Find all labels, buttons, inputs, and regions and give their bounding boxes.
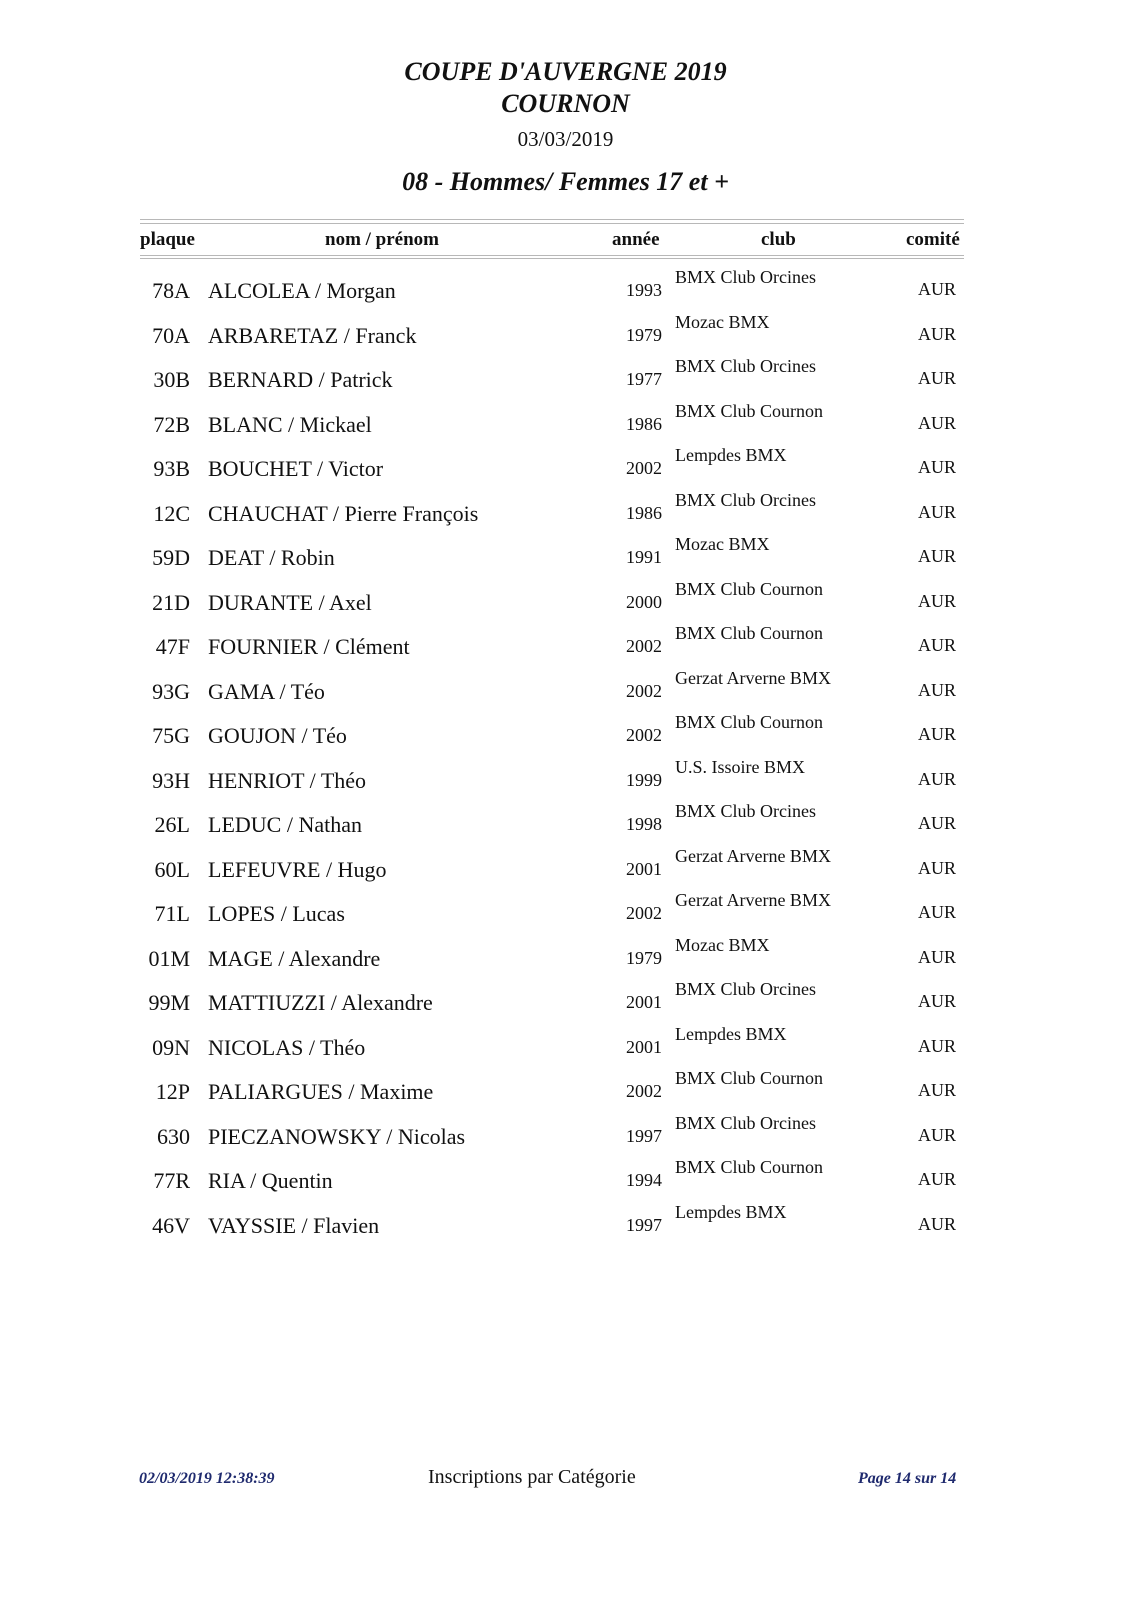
name-cell: NICOLAS / Théo xyxy=(208,1034,366,1060)
club-cell: Lempdes BMX xyxy=(675,445,787,465)
club-cell: BMX Club Orcines xyxy=(675,489,816,510)
year-cell: 1999 xyxy=(626,769,662,790)
comite-cell: AUR xyxy=(917,1124,956,1145)
header-rule-top-inner xyxy=(140,223,964,224)
club-cell: U.S. Issoire BMX xyxy=(675,756,806,777)
comite-cell: AUR xyxy=(917,1213,956,1234)
year-cell: 1991 xyxy=(626,547,662,567)
comite-cell: AUR xyxy=(917,1080,956,1100)
comite-cell: AUR xyxy=(917,546,956,566)
name-cell: GAMA / Téo xyxy=(208,678,325,704)
event-date: 03/03/2019 xyxy=(517,127,614,151)
club-cell: BMX Club Orcines xyxy=(675,1112,816,1133)
plaque-cell: 30B xyxy=(153,367,190,392)
category-title: 08 - Hommes/ Femmes 17 et + xyxy=(402,167,729,196)
table-row xyxy=(0,756,1131,805)
header-rule-bottom-inner xyxy=(140,258,964,259)
name-cell: MAGE / Alexandre xyxy=(208,945,381,971)
year-cell: 1998 xyxy=(626,814,662,834)
name-cell: HENRIOT / Théo xyxy=(208,767,367,793)
name-cell: DURANTE / Axel xyxy=(208,589,372,615)
header-rule-bottom xyxy=(140,255,964,256)
club-cell: BMX Club Orcines xyxy=(675,979,816,999)
plaque-cell: 01M xyxy=(148,945,190,971)
comite-cell: AUR xyxy=(917,991,956,1011)
column-header-comite: comité xyxy=(906,229,960,250)
plaque-cell: 71L xyxy=(154,901,190,926)
name-cell: CHAUCHAT / Pierre François xyxy=(208,500,479,526)
plaque-cell: 630 xyxy=(157,1123,190,1149)
comite-cell: AUR xyxy=(917,457,956,477)
club-cell: BMX Club Cournon xyxy=(675,578,824,599)
year-cell: 1986 xyxy=(626,502,662,523)
footer-page-number: Page 14 sur 14 xyxy=(858,1470,957,1487)
club-cell: Gerzat Arverne BMX xyxy=(675,845,831,866)
table-row xyxy=(0,890,1131,938)
name-cell: BERNARD / Patrick xyxy=(208,367,393,392)
name-cell: ALCOLEA / Morgan xyxy=(208,278,396,303)
club-cell: Mozac BMX xyxy=(675,934,770,955)
year-cell: 1986 xyxy=(626,413,662,434)
table-row xyxy=(0,400,1131,449)
club-cell: BMX Club Orcines xyxy=(675,267,816,287)
plaque-cell: 72B xyxy=(153,411,190,437)
comite-cell: AUR xyxy=(917,813,956,833)
comite-cell: AUR xyxy=(917,323,956,344)
footer-timestamp: 02/03/2019 12:38:39 xyxy=(139,1470,275,1487)
table-row xyxy=(0,1201,1131,1250)
club-cell: Gerzat Arverne BMX xyxy=(675,667,831,688)
comite-cell: AUR xyxy=(917,679,956,700)
plaque-cell: 21D xyxy=(152,589,190,615)
comite-cell: AUR xyxy=(917,501,956,522)
plaque-cell: 12P xyxy=(155,1079,190,1104)
plaque-cell: 26L xyxy=(154,812,190,837)
plaque-cell: 70A xyxy=(152,322,190,348)
comite-cell: AUR xyxy=(917,902,956,922)
event-title: COUPE D'AUVERGNE 2019 xyxy=(404,57,727,86)
name-cell: GOUJON / Téo xyxy=(208,723,347,748)
table-row xyxy=(0,578,1131,627)
table-row xyxy=(0,445,1131,493)
comite-cell: AUR xyxy=(917,946,956,967)
year-cell: 2001 xyxy=(626,858,662,879)
year-cell: 1997 xyxy=(626,1214,662,1235)
comite-cell: AUR xyxy=(917,768,956,789)
header-rule-top xyxy=(140,219,964,220)
name-cell: LEFEUVRE / Hugo xyxy=(208,856,387,882)
name-cell: MATTIUZZI / Alexandre xyxy=(208,990,433,1015)
comite-cell: AUR xyxy=(917,1169,956,1189)
table-row xyxy=(0,1023,1131,1072)
year-cell: 1979 xyxy=(626,947,662,968)
club-cell: BMX Club Orcines xyxy=(675,801,816,821)
comite-cell: AUR xyxy=(917,412,956,433)
year-cell: 2002 xyxy=(626,725,662,745)
club-cell: BMX Club Orcines xyxy=(675,356,816,376)
name-cell: BLANC / Mickael xyxy=(208,411,372,437)
comite-cell: AUR xyxy=(917,1035,956,1056)
column-header-annee: année xyxy=(612,229,660,250)
year-cell: 1997 xyxy=(626,1125,662,1146)
comite-cell: AUR xyxy=(917,279,956,299)
table-row xyxy=(0,712,1131,760)
column-header-plaque: plaque xyxy=(140,229,195,250)
table-row xyxy=(0,267,1131,315)
club-cell: Mozac BMX xyxy=(675,534,770,554)
plaque-cell: 99M xyxy=(148,990,190,1015)
table-row xyxy=(0,623,1131,671)
name-cell: LEDUC / Nathan xyxy=(208,812,362,837)
name-cell: FOURNIER / Clément xyxy=(208,634,410,659)
name-cell: LOPES / Lucas xyxy=(208,901,345,926)
year-cell: 2002 xyxy=(626,903,662,923)
plaque-cell: 93B xyxy=(153,456,190,481)
plaque-cell: 12C xyxy=(153,500,190,526)
table-row xyxy=(0,356,1131,404)
table-row xyxy=(0,667,1131,716)
year-cell: 2002 xyxy=(626,636,662,656)
column-header-nom: nom / prénom xyxy=(325,229,439,250)
column-header-club: club xyxy=(761,229,796,250)
name-cell: RIA / Quentin xyxy=(208,1168,333,1193)
year-cell: 1977 xyxy=(626,369,662,389)
table-row xyxy=(0,489,1131,538)
club-cell: BMX Club Cournon xyxy=(675,1068,824,1088)
comite-cell: AUR xyxy=(917,857,956,878)
club-cell: BMX Club Cournon xyxy=(675,400,824,421)
club-cell: BMX Club Cournon xyxy=(675,1157,824,1177)
year-cell: 2001 xyxy=(626,992,662,1012)
club-cell: Lempdes BMX xyxy=(675,1201,787,1222)
name-cell: VAYSSIE / Flavien xyxy=(208,1212,380,1238)
name-cell: DEAT / Robin xyxy=(208,545,335,570)
plaque-cell: 59D xyxy=(152,545,190,570)
plaque-cell: 60L xyxy=(154,856,190,882)
year-cell: 2002 xyxy=(626,458,662,478)
club-cell: Gerzat Arverne BMX xyxy=(675,890,831,910)
plaque-cell: 75G xyxy=(152,723,190,748)
club-cell: BMX Club Cournon xyxy=(675,712,824,732)
event-location: COURNON xyxy=(501,89,630,118)
year-cell: 2002 xyxy=(626,680,662,701)
comite-cell: AUR xyxy=(917,590,956,611)
comite-cell: AUR xyxy=(917,368,956,388)
table-row xyxy=(0,934,1131,983)
footer-report-name: Inscriptions par Catégorie xyxy=(428,1466,636,1488)
table-row xyxy=(0,979,1131,1027)
name-cell: PALIARGUES / Maxime xyxy=(208,1079,434,1104)
table-row xyxy=(0,845,1131,894)
year-cell: 2002 xyxy=(626,1081,662,1101)
plaque-cell: 93G xyxy=(152,678,190,704)
club-cell: Lempdes BMX xyxy=(675,1023,787,1044)
year-cell: 2001 xyxy=(626,1036,662,1057)
club-cell: BMX Club Cournon xyxy=(675,623,824,643)
plaque-cell: 46V xyxy=(152,1212,190,1238)
plaque-cell: 93H xyxy=(152,767,190,793)
year-cell: 1994 xyxy=(626,1170,662,1190)
comite-cell: AUR xyxy=(917,635,956,655)
plaque-cell: 09N xyxy=(152,1034,190,1060)
registration-table xyxy=(0,267,1131,1249)
plaque-cell: 77R xyxy=(153,1168,190,1193)
table-row xyxy=(0,311,1131,360)
year-cell: 2000 xyxy=(626,591,662,612)
name-cell: ARBARETAZ / Franck xyxy=(208,322,417,348)
comite-cell: AUR xyxy=(917,724,956,744)
table-row xyxy=(0,801,1131,849)
table-row xyxy=(0,1112,1131,1161)
plaque-cell: 78A xyxy=(152,278,190,303)
plaque-cell: 47F xyxy=(155,634,190,659)
year-cell: 1993 xyxy=(626,280,662,300)
table-row xyxy=(0,1157,1131,1205)
year-cell: 1979 xyxy=(626,324,662,345)
club-cell: Mozac BMX xyxy=(675,311,770,332)
table-row xyxy=(0,1068,1131,1116)
table-row xyxy=(0,534,1131,582)
name-cell: BOUCHET / Victor xyxy=(208,456,384,481)
name-cell: PIECZANOWSKY / Nicolas xyxy=(208,1123,466,1149)
